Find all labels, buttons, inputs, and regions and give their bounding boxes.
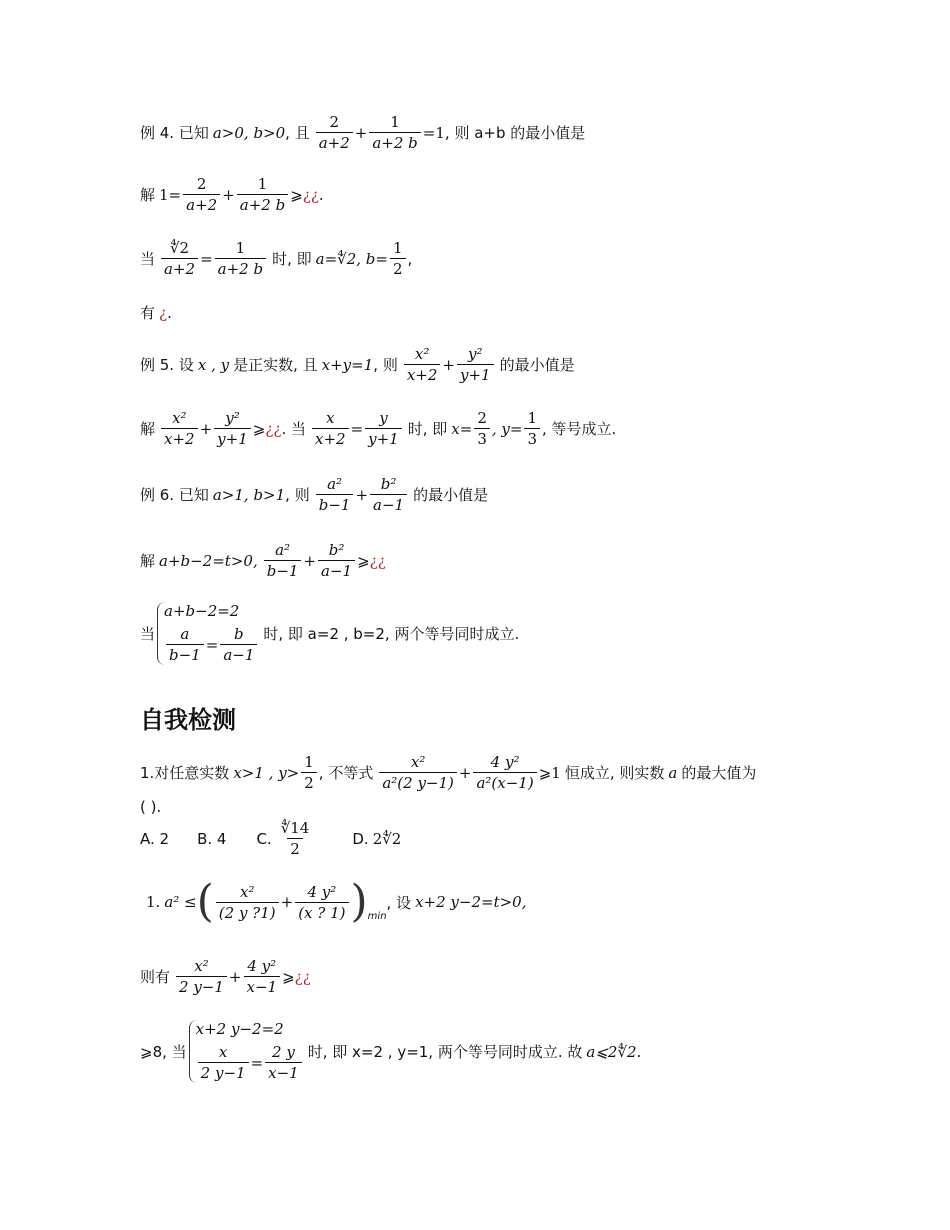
example-4-tail: , 则 a+b 的最小值是	[444, 124, 586, 142]
fraction: $\frac{b}{a-1}$	[220, 624, 257, 665]
answer-1-line-2: 则有 $\frac{\text{x²}}{2 y-1}$ + $\frac{\text{4 y²}}{x-1}$ ⩾ ¿¿	[140, 957, 311, 996]
garbled-text: ¿¿	[265, 419, 282, 438]
example-5-line: 例 5. 设 x , y 是正实数, 且 x+y=1 , 则 $\frac{\text{x²}}{x+2}$ + $\frac{\text{y²}}{y+1}$ 的最小值是	[140, 345, 575, 384]
question-1-line: 1.对任意实数 x>1 , y> $\frac{1}{2}$ , 不等式 $\frac{\text{x²}}{\text{a²(2 y−1)}}$ + $\frac{\text{4 y²}}{\text{a²(x−1)}}$ ⩾1 恒成立, 则实数 a 的最大值为	[140, 753, 757, 792]
fraction: $\frac{\text{y²}}{y+1}$	[214, 408, 251, 449]
solution-6-line-2: 当 a+b−2=2 $\frac{a}{b-1}$ = $\frac{b}{a-1}$ 时, 即 a=2 , b=2, 两个等号同时成立.	[140, 602, 520, 664]
section-heading: 自我检测	[140, 706, 236, 734]
fraction: $\frac{1}{a+2 b}$	[237, 174, 288, 215]
fraction: $\frac{\text{x²}}{x+2}$	[404, 344, 441, 385]
fraction: $\frac{1}{3}$	[524, 408, 540, 449]
example-4-label: 例 4. 已知	[140, 124, 209, 142]
fraction: $\frac{\text{b²}}{a-1}$	[370, 474, 407, 515]
fraction: $\frac{1}{2}$	[390, 238, 406, 279]
option-a[interactable]: A. 2	[140, 829, 170, 848]
option-b[interactable]: B. 4	[197, 829, 227, 848]
solution-label: 解	[140, 186, 156, 204]
garbled-text: ¿¿	[302, 185, 319, 204]
garbled-text: ¿¿	[294, 967, 311, 986]
example-6-line: 例 6. 已知 a>1, b>1 , 则 $\frac{\text{a²}}{b-1}$ + $\frac{\text{b²}}{a-1}$ 的最小值是	[140, 475, 489, 514]
question-1-options	[140, 818, 401, 859]
solution-4-line-1: 解 1= $\frac{2}{a+2}$ + $\frac{1}{a+2 b}$ ⩾ ¿¿ .	[140, 175, 324, 214]
fraction: $\frac{x}{2 y-1}$	[198, 1042, 249, 1083]
fraction: $\frac{\text{x²}}{\text{a²(2 y−1)}}$	[379, 752, 457, 793]
fraction: $\frac{2}{3}$	[474, 408, 490, 449]
equation-system: x+2 y−2=2 $\frac{x}{2 y-1}$ = $\frac{2 y}{x-1}$	[189, 1020, 304, 1083]
option-c[interactable]: C. $\frac{∜14}{2}$	[256, 818, 314, 859]
fraction: $\frac{\text{x²}}{(2 y ?1)}$	[216, 882, 279, 923]
example-4-line: 例 4. 已知 a>0, b>0 , 且 $\frac{2}{a+2}$ + $\frac{1}{a+2 b}$ =1 , 则 a+b 的最小值是	[140, 113, 586, 152]
answer-1-line-1: 1. a² ≤ ( $\frac{\text{x²}}{(2 y ?1)}$ + $\frac{\text{4 y²}}{(x ? 1)}$ ) min , 设 x+2 y−2=t>0,	[146, 876, 527, 927]
example-4-and: , 且	[285, 124, 310, 142]
fraction: $\frac{\text{4 y²}}{x-1}$	[244, 956, 281, 997]
fraction: $\frac{\text{a²}}{b-1}$	[316, 474, 354, 515]
option-d[interactable]: D. 2∜2	[352, 829, 402, 848]
solution-6-line-1: 解 a+b−2=t>0, $\frac{\text{a²}}{b-1}$ + $\frac{\text{b²}}{a-1}$ ⩾ ¿¿	[140, 541, 386, 580]
garbled-text: ¿	[159, 303, 168, 322]
example-4-condition: a>0, b>0	[212, 123, 286, 142]
fraction: $\frac{\text{y²}}{y+1}$	[457, 344, 494, 385]
garbled-text: ¿¿	[369, 551, 386, 570]
question-1-paren: ( ).	[140, 798, 162, 816]
fraction: $\frac{1}{a+2 b}$	[369, 112, 420, 153]
fraction: $\frac{1}{2}$	[301, 752, 317, 793]
solution-4-line-3: 有 ¿ .	[140, 303, 172, 322]
answer-1-line-3: ⩾8, 当 x+2 y−2=2 $\frac{x}{2 y-1}$ = $\frac{2 y}{x-1}$ 时, 即 x=2 , y=1, 两个等号同时成立. 故 a⩽2∜2.	[140, 1020, 642, 1082]
fraction: $\frac{∜14}{2}$	[280, 819, 310, 858]
fraction: $\frac{2}{a+2}$	[316, 112, 353, 153]
fraction: $\frac{\text{x²}}{2 y-1}$	[176, 956, 227, 997]
fraction: $\frac{x}{x+2}$	[312, 408, 349, 449]
right-paren: )	[350, 876, 368, 927]
fraction: $\frac{2}{a+2}$	[183, 174, 220, 215]
fraction: $\frac{a}{b-1}$	[166, 624, 204, 665]
solution-4-line-2: 当 $\frac{∜2}{a+2}$ = $\frac{1}{a+2 b}$ 时, 即 a=∜2 , b= $\frac{1}{2}$ ,	[140, 239, 413, 278]
fraction: $\frac{\text{a²}}{b-1}$	[264, 540, 302, 581]
fraction: $\frac{2 y}{x-1}$	[265, 1042, 302, 1083]
fraction: $\frac{∜2}{a+2}$	[161, 238, 198, 279]
fraction: $\frac{y}{y+1}$	[365, 408, 402, 449]
fraction: $\frac{\text{x²}}{x+2}$	[161, 408, 198, 449]
fraction: $\frac{1}{a+2 b}$	[215, 238, 266, 279]
left-paren: (	[196, 876, 214, 927]
fraction: $\frac{\text{4 y²}}{(x ? 1)}$	[295, 882, 348, 923]
equation-system: a+b−2=2 $\frac{a}{b-1}$ = $\frac{b}{a-1}$	[157, 602, 259, 665]
fraction: $\frac{\text{b²}}{a-1}$	[318, 540, 355, 581]
fraction: $\frac{\text{4 y²}}{\text{a²(x−1)}}$	[473, 752, 536, 793]
solution-5-line: 解 $\frac{\text{x²}}{x+2}$ + $\frac{\text{y²}}{y+1}$ ⩾ ¿¿ . 当 $\frac{x}{x+2}$ = $\frac{y}{y+1}$ 时, 即 x= $\frac{2}{3}$ , y= $\frac{1}{3}$ , 等号成立.	[140, 409, 617, 448]
